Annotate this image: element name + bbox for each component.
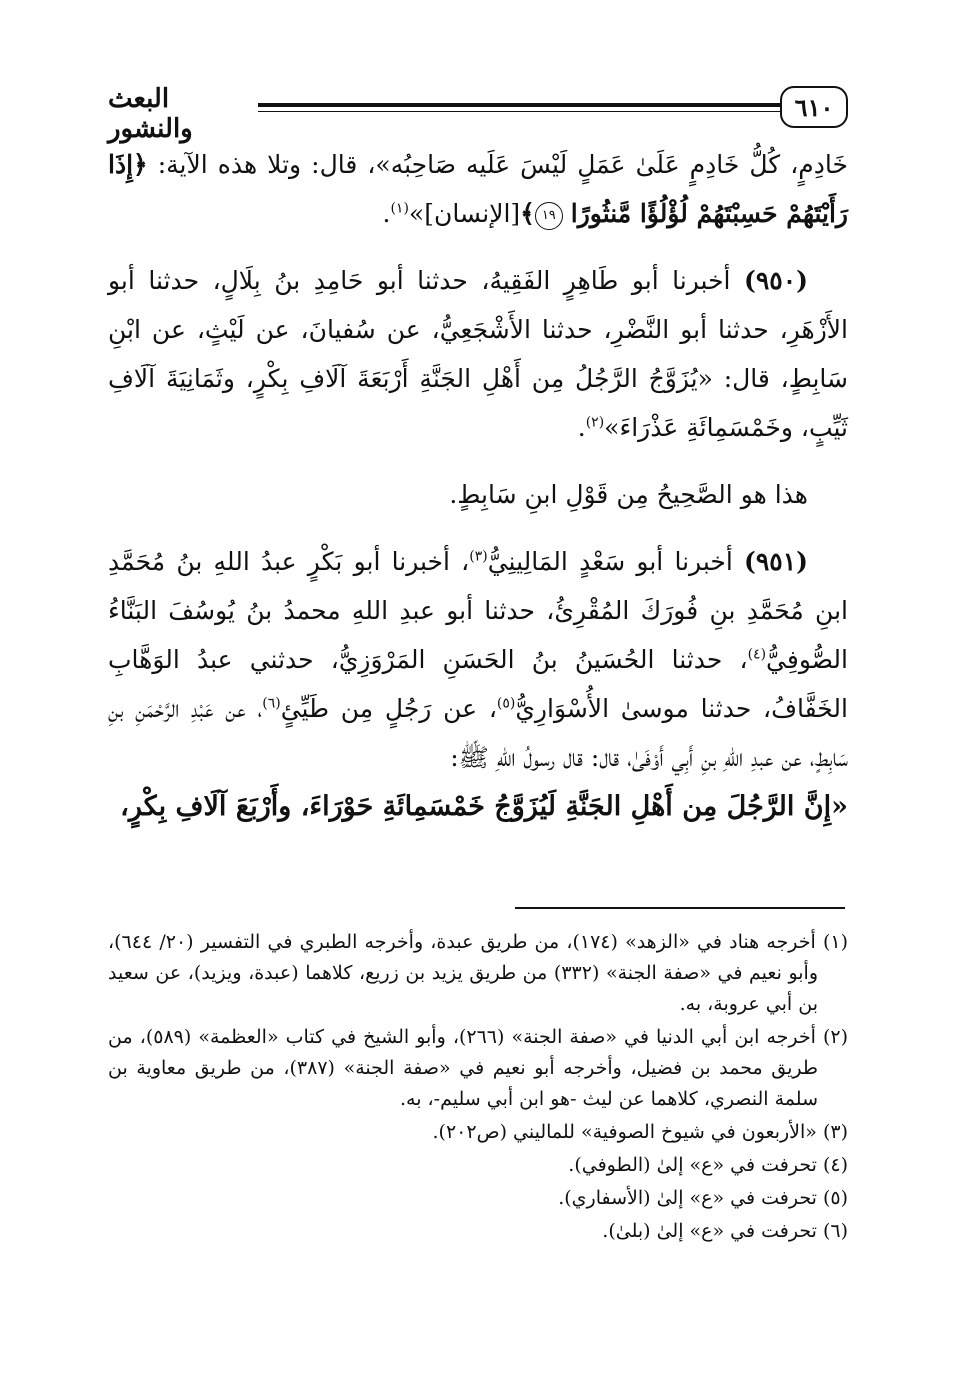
hadith-951 bbox=[108, 537, 848, 782]
page-header bbox=[108, 82, 848, 144]
quran-close: ﴾ bbox=[520, 199, 535, 228]
footnote-ref[interactable]: (٣) bbox=[469, 548, 488, 565]
footnotes bbox=[108, 927, 848, 1249]
hadith-text: ، عن رَجُلٍ مِن طَيِّئٍ bbox=[280, 694, 497, 723]
hadith-text: ، عن عَبْدِ الرَّحْمَنِ بنِ سَابِطٍ، عن عبدِ اللهِ بنِ أَبِي أَوْفَىٰ، قال: قال رسولُ اللهِ ﷺ: bbox=[108, 694, 848, 772]
hadith-text: أخبرنا أبو سَعْدٍ المَالِينِيُّ bbox=[487, 547, 745, 576]
footnote-text: أخرجه هناد في «الزهد» (١٧٤)، من طريق عبدة، وأخرجه الطبري في التفسير (٢٠/ ٦٤٤)، وأبو نعيم في «صفة الجنة» (٣٣٢) من طريق يزيد بن زريع، كلاهما (عبدة، ويزيد)، عن سعيد بن أبي عروبة، به. bbox=[108, 931, 819, 1015]
main-text bbox=[108, 140, 848, 849]
footnote-item bbox=[108, 927, 848, 1020]
header-rule-thin bbox=[258, 111, 782, 112]
hadith-950 bbox=[108, 256, 848, 452]
footnote-separator bbox=[515, 907, 845, 909]
period: . bbox=[382, 199, 391, 228]
footnote-text: أخرجه ابن أبي الدنيا في «صفة الجنة» (٢٦٦)، وأبو الشيخ في كتاب «العظمة» (٥٨٩)، من طريق محمد بن فضيل، وأخرجه أبو نعيم في «صفة الجنة» (٣٨٧)، من طريق معاوية بن سلمة النصري، كلاهما عن ليث -هو ابن أبي سليم-، به. bbox=[108, 1026, 818, 1110]
period: . bbox=[577, 413, 586, 442]
hadith-number: (٩٥٠) bbox=[744, 266, 808, 295]
footnote-number: (٣) bbox=[816, 1121, 848, 1143]
hadith-text: أخبرنا أبو طَاهِرٍ الفَقِيهُ، حدثنا أبو حَامِدِ بنُ بِلَالٍ، حدثنا أبو الأَزْهَرِ، حدثنا أبو النَّضْرِ، حدثنا الأَشْجَعِيُّ، عن سُفيانَ، عن لَيْثٍ، عن ابْنِ سَابِطٍ، قال: «يُزَوَّجُ الرَّجُلُ مِن أَهْلِ الجَنَّةِ أَرْبَعَةَ آلَافِ بِكْرٍ، وثَمَانِيَةَ آلَافِ ثَيِّبٍ، وخَمْسَمِائَةِ عَذْرَاءَ» bbox=[108, 266, 848, 442]
footnote-text: تحرفت في «ع» إلىٰ (الأسفاري). bbox=[558, 1187, 817, 1209]
footnote-number: (٦) bbox=[816, 1220, 848, 1242]
hadith-number: (٩٥١) bbox=[744, 547, 808, 576]
hadith-text: ، حدثنا الحُسَينُ بنُ الحَسَنِ المَرْوَزِيُّ، حدثني عبدُ الوَهَّابِ الخَفَّافُ، حدثنا موسىٰ الأُسْوَارِيُّ bbox=[108, 645, 848, 723]
footnote-ref[interactable]: (٦) bbox=[262, 695, 281, 712]
surah-name: [الإنسان] bbox=[424, 199, 521, 228]
prophetic-saying: «إِنَّ الرَّجُلَ مِن أَهْلِ الجَنَّةِ لَيُزَوَّجُ خَمْسَمِائَةِ حَوْرَاءَ، وأَرْبَعَ آلَافِ بِكْرٍ، bbox=[120, 791, 848, 822]
footnote-ref[interactable]: (٢) bbox=[585, 414, 605, 431]
footnote-item bbox=[108, 1022, 848, 1115]
footnote-item bbox=[108, 1117, 848, 1148]
footnote-number: (٢) bbox=[815, 1026, 849, 1048]
footnote-text: تحرفت في «ع» إلىٰ (بلىٰ). bbox=[602, 1220, 817, 1242]
footnote-ref[interactable]: (٥) bbox=[496, 695, 516, 712]
verse-number-marker: ١٩ bbox=[535, 202, 563, 230]
paragraph-continuation bbox=[108, 140, 848, 238]
comment-paragraph: هذا هو الصَّحِيحُ مِن قَوْلِ ابنِ سَابِطٍ. bbox=[449, 480, 808, 509]
page-number: ٦١٠ bbox=[780, 86, 848, 128]
footnote-ref[interactable]: (١) bbox=[390, 200, 409, 217]
hadith-text: ، أخبرنا أبو بَكْرٍ عبدُ اللهِ بنُ مُحَمَّدِ ابنِ مُحَمَّدِ بنِ فُورَكَ المُقْرِئُ، حدثنا أبو عبدِ اللهِ محمدُ بنُ يُوسُفَ البَنَّاءُ الصُّوفِيُّ bbox=[108, 547, 848, 674]
quote-close: » bbox=[408, 199, 425, 228]
footnote-item bbox=[108, 1183, 848, 1214]
book-title: البعث والنشور bbox=[108, 84, 193, 144]
footnote-text: تحرفت في «ع» إلىٰ (الطوفي). bbox=[568, 1154, 817, 1176]
footnote-number: (٥) bbox=[816, 1187, 848, 1209]
text: خَادِمٍ، كُلُّ خَادِمٍ عَلَىٰ عَمَلٍ لَيْسَ عَلَيه صَاحِبُه»، قال: وتلا هذه الآية: bbox=[147, 150, 848, 179]
footnote-number: (٤) bbox=[816, 1154, 848, 1176]
footnote-ref[interactable]: (٤) bbox=[747, 646, 767, 663]
header-rule bbox=[258, 103, 782, 107]
footnote-number: (١) bbox=[815, 931, 848, 953]
footnote-item bbox=[108, 1150, 848, 1181]
footnote-text: «الأربعون في شيوخ الصوفية» للماليني (ص٢٠٢). bbox=[432, 1121, 817, 1143]
quran-verse: ﴿إِذَا رَأَيْتَهُمْ حَسِبْتَهُمْ لُؤْلُؤًا مَّنثُورًا bbox=[108, 150, 848, 228]
footnote-item bbox=[108, 1216, 848, 1247]
